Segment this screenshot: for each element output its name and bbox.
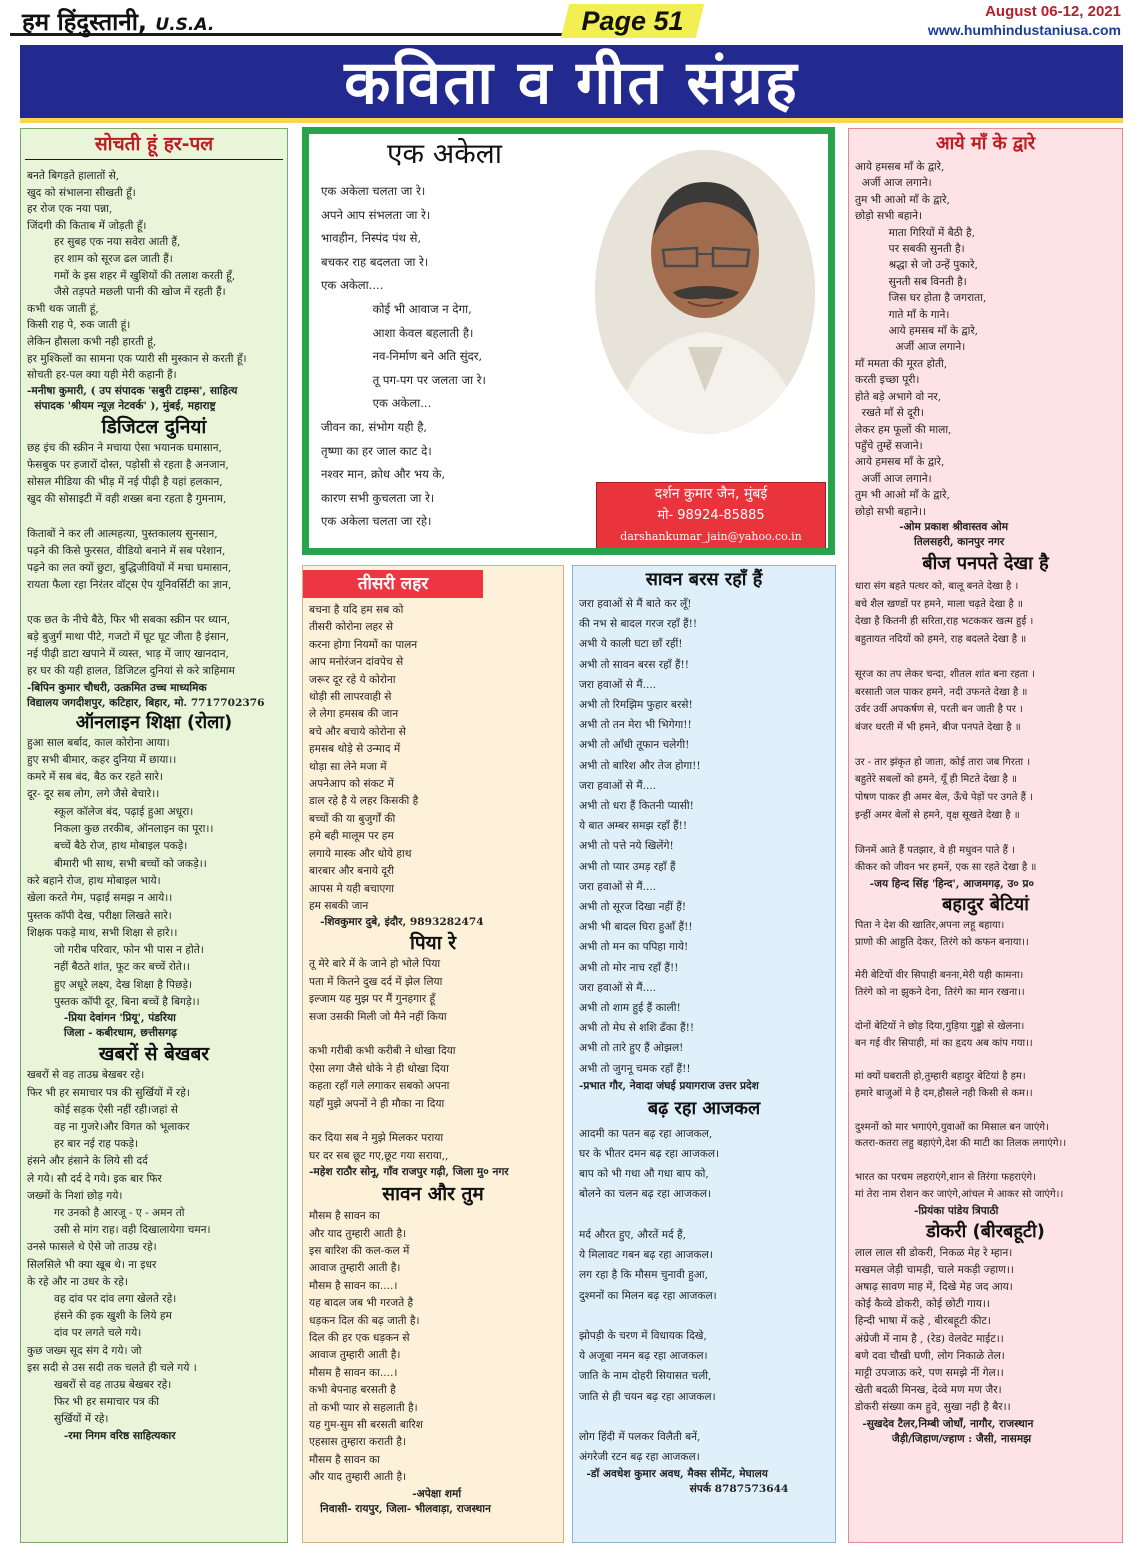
poem-author: -प्रभात गौर, नेवादा जंघई प्रयागराज उत्तर प्रदेश bbox=[579, 1079, 759, 1092]
poem-title: डिजिटल दुनियां bbox=[101, 415, 207, 438]
poem-body: पिता ने देश की खातिर,अपना लहू बहाया। प्राणो की आहुति देकर, तिरंगे को कफन बनाया।। मेरी बेटियों वीर सिपाही बनना,मेरी यही कामना। तिरंगे को ना झुकने देना, तिरंगे का मान रखना।। दोनों बेटियों ने छोड़ दिया,गुड़िया गुड्डो से खेलना। बन गई वीर सिपाही, मां का हृदय अब कांप गया।। मां क्यों घबराती हो,तुम्हारी बहादुर बेटियां है हम। हमारे बाजुओं मे है दम,हौसले नही किसी से कम।। दुश्मनों को मार भगाएंगे,युवाओं का मिसाल बन जाएंगे। कतरा-कतरा लहु बहाएंगे,देश की माटी का तिलक लगाएंगे।। भारत का परचम लहराएंगे,शान से तिरंगा फहराएंगे। मां तेरा नाम रोशन कर जाएंगे,आंचल मे आकर सो जाएंगे।। bbox=[855, 920, 1067, 1200]
poem-author: -रमा निगम वरिष्ठ साहित्यकार bbox=[27, 1429, 176, 1442]
poem-body: लाल लाल सी डोकरी, निकळ मेह रे म्हान। मखमल जेड़ी चामड़ी, चाले मकड़ी ज्हाण।। अषाढ़ सावण माह में, दिखे मेह जद आय। कोई कैव्वे डोकरी, कोई छोटी गाय।। हिन्दी भाषा में कहे , बीरबहूटी कीट। अंग्रेजी में नाम है , (रेड) वेलवेट माईट।। बणे दवा चौखी घणी, लोग निकाळे तेल। माट्टी उपजाऊ करे, पण समझे नीं गेल।। खेती बदळी मिनख, देव्वे मण मण जैर। डोकरी संख्या कम हुवे, सुखा नही है बैर।। bbox=[855, 1246, 1014, 1414]
poem-title: सावन बरस रहाँ हैं bbox=[645, 569, 763, 590]
website-link[interactable]: www.humhindustaniusa.com bbox=[927, 22, 1121, 38]
section-banner bbox=[20, 45, 1123, 123]
poem-title: सोचती हूं हर-पल bbox=[94, 133, 214, 155]
poem-author: -शिवकुमार दुबे, इंदौर, 9893282474 bbox=[309, 916, 484, 929]
poem-body: छह इंच की स्क्रीन ने मचाया ऐसा भयानक घमासान, फेसबुक पर हजारों दोस्त, पड़ोसी से रहता है अनजान, सोसल मीडिया की भीड़ में नई पीढ़ी है यहां हलकान, खुद की सोसाइटी में वही शख्स बना रहता है गुमनाम, किताबों ने कर ली आत्महत्या, पुस्तकालय सुनसान, पढ़ने की किसे फुरसत, वीडियो बनाने में सब परेशान, पढ़ने का लत क्यों छुटा, बुद्धिजीवियों में मचा घमासान, रायता फैला रहा निरंतर वॉट्स ऐप यूनिवर्सिटी का ज्ञान, एक छत के नीचे बैठे, फिर भी सबका स्क्रीन पर ध्यान, बड़े बुजुर्ग माथा पीटे, गजटो में घूट घूट जीता है इंसान, नई पीढ़ी डाटा खपाने में व्यस्त, भाड़ में जाए खानदान, हर घर की यही हालत, डिजिटल दुनियां से करे त्राहिमाम bbox=[27, 441, 235, 678]
author-card bbox=[596, 482, 826, 554]
author-mobile: मो- 98924-85885 bbox=[657, 508, 765, 523]
poem-author: -प्रियंका पांडेय त्रिपाठी bbox=[855, 1204, 999, 1217]
banner-title: कविता व गीत संग्रह bbox=[344, 48, 799, 118]
poem-body: आदमी का पतन बढ़ रहा आजकल, घर के भीतर दमन बढ़ रहा आजकल। बाप को भी गधा औ गधा बाप को, बोलने का चलन बढ़ रहा आजकल। मर्द औरत हुए, औरतें मर्द हैं, ये मिलावट गबन बढ़ रहा आजकल। लग रहा है कि मौसम चुनावी हुआ, दुश्मनों का मिलन बढ़ रहा आजकल। झोपड़ी के चरण में विधायक दिखे, ये अजूबा नमन बढ़ रहा आजकल। जाति के नाम दोहरी सियासत चली, जाति से ही चयन बढ़ रहा आजकल। लोग हिंदी में पलकर विलैती बनें, अंगरेजी रटन बढ़ रहा आजकल। bbox=[579, 1127, 720, 1464]
portrait-image bbox=[593, 142, 825, 472]
poem-author: -बिपिन कुमार चौधरी, उत्क्रमित उच्च माध्यमिक विद्यालय जगदीशपुर, कटिहार, बिहार, मो. 7717702376 bbox=[27, 681, 265, 709]
featured-poem-box bbox=[302, 127, 835, 555]
column-2 bbox=[302, 565, 564, 1543]
author-name: दर्शन कुमार जैन, मुंबई bbox=[654, 486, 768, 502]
poem-title: बहादुर बेटियां bbox=[942, 894, 1029, 916]
issue-date: August 06-12, 2021 bbox=[985, 3, 1121, 20]
poem-author: -जय हिन्द सिंह 'हिन्द', आजमगढ़, उ० प्र० bbox=[855, 878, 1035, 891]
page-header bbox=[0, 0, 1135, 46]
poem-body: खबरों से वह ताउम्र बेखबर रहे। फिर भी हर समाचार पत्र की सुर्खियों में रहे। कोई सड़क ऐसी नहीं रही।जहां से वह ना गुजरे।और विगत को भूलाकर हर बार नई राह पकड़े। हंसने और हंसाने के लिये सी दर्द ले गये। सौ दर्द दे गये। इक बार फिर जख्मों के निशां छोड़ गये। गर उनको है आरजू - ए - अमन तो उसी से मांग राह। वही दिखालायेगा चमन। उनसे फासले थे ऐसे जो ताउम्र रहे। सिलसिले भी क्या खूब थे। ना इधर के रहे और ना उधर के रहे। वह दांव पर दांव लगा खेलते रहे। हंसने की इक खुशी के लिये हम दांव पर लगते चले गये। कुछ जख्म सूद संग दे गये। जो इस सदी से उस सदी तक चलते ही चले गये । खबरों से वह ताउम्र बेखबर रहे। फिर भी हर समाचार पत्र की सुर्खियों में रहे। bbox=[27, 1069, 211, 1426]
poem-author: -सुखदेव टैलर,निम्बी जोधाँ, नागौर, राजस्थान जैड़ी/जिहाण/ज्हाण : जैसी, नासमझ bbox=[862, 1417, 1034, 1445]
poem-body: बचना है यदि हम सब को तीसरी कोरोना लहर से करना होगा नियमों का पालन आप मनोरंजन दांवपेच से जरूर दूर रहे ये कोरोना थोड़ी सी लापरवाही से ले लेगा हमसब की जान बचे और बचाये कोरोना से हमसब थोड़े से उन्माद में थोड़ा सा लेने मजा में अपनेआप को संकट में डाल रहे है ये लहर किसकी है बच्चों की या बुजुर्गों की हमे बही मालूम पर हम लगाये मास्क और धोये हाथ बारबार और बनाये दूरी आपस मे यही बचाएगा हम सबकी जान bbox=[309, 604, 419, 912]
poem-author: -अपेक्षा शर्मा निवासी- रायपुर, जिला- भीलवाड़ा, राजस्थान bbox=[320, 1487, 491, 1515]
poem-body: बनते बिगड़ते हालातों से, खुद को संभालना सीखती हूँ। हर रोज एक नया पन्ना, जिंदगी की किताब में जोड़ती हूँ। हर सुबह एक नया सवेरा आती हैं, हर शाम को सूरज ढल जाती हैं। गमों के इस शहर में खुशियों की तलाश करती हूँ, जैसे तड़पते मछली पानी की खोज में रहती हैं। कभी थक जाती हूं, किसी राह पे, रुक जाती हूं। लेकिन हौसला कभी नही हारती हूं, हर मुश्किलों का सामना एक प्यारी सी मुस्कान से करती हूँ। सोचती हर-पल क्या यही मेरी कहानी हैं। bbox=[27, 170, 247, 382]
poem-title: तीसरी लहर bbox=[303, 570, 483, 598]
page-number-badge: Page 51 bbox=[561, 4, 704, 38]
column-1 bbox=[20, 128, 288, 1543]
poem-author: -डॉ अवधेश कुमार अवध, मैक्स सीमेंट, मेघालय संपर्क 8787573644 bbox=[586, 1468, 789, 1496]
author-photo bbox=[593, 142, 825, 472]
poem-title: बढ़ रहा आजकल bbox=[647, 1097, 761, 1119]
poem-title: आये माँ के द्वारे bbox=[935, 133, 1036, 154]
poem-body: एक अकेला चलता जा रे। अपने आप संभलता जा रे। भावहीन, निस्पंद पंथ से, बचकर राह बदलता जा रे। एक अकेला.... कोई भी आवाज न देगा, आशा केवल बहलाती है। नव-निर्माण बने अति सुंदर, तू पग-पग पर जलता जा रे। एक अकेला... जीवन का, संभोग यही है, तृष्णा का हर जाल काट दे। नश्वर मान, क्रोध और भय के, कारण सभी कुचलता जा रे। एक अकेला चलता जा रहे। bbox=[321, 184, 486, 529]
poem-author: -मनीषा कुमारी, ( उप संपादक 'सबुरी टाइम्स', साहित्य संपादक 'श्रीयम न्यूज़ नेटवर्क' ), मुंबई, महाराष्ट्र bbox=[27, 384, 238, 412]
poem-body: तू मेरे बारे में के जाने हो भोले पिया पता में कितने दुख दर्द में झेल लिया इल्जाम यह मुझ पर मैं गुनहगार हूँ सजा उसकी मिली जो मैने नहीं किया कभी गरीबी कभी करीबी ने धोखा दिया ऐसा लगा जैसे धोके ने ही धोखा दिया कहता रहाँ गले लगाकर सबको अपना यहाँ मुझे अपनों ने ही मौका ना दिया कर दिया सब ने मुझे मिलकर पराया घर दर सब छूट गए,छूट गया सराया,, bbox=[309, 958, 456, 1162]
poem-title: खबरों से बेखबर bbox=[98, 1043, 210, 1066]
poem-title: ऑनलाइन शिक्षा (रोला) bbox=[75, 711, 233, 733]
poem-author: -प्रिया देवांगन 'प्रियू', पंडरिया जिला - कबीरधाम, छत्तीसगढ़ bbox=[63, 1012, 177, 1040]
column-4 bbox=[848, 128, 1123, 1543]
poem-body: मौसम है सावन का और याद तुम्हारी आती है। इस बारिश की कल-कल में आवाज तुम्हारी आती है। मौसम है सावन का....। यह बादल जब भी गरजते है धड़कन दिल की बढ़ जाती है। दिल की हर एक धड़कन से आवाज तुम्हारी आती है। मौसम है सावन का....। कभी बेपनाह बरसती है तो कभी प्यार से सहलाती है। यह गुम-सुम सी बरसती बारिश एहसास तुम्हारा कराती है। मौसम है सावन का और याद तुम्हारी आती है। bbox=[309, 1210, 423, 1484]
poem-body: आये हमसब माँ के द्वारे, अर्जी आज लगाने। तुम भी आओ माँ के द्वारे, छोड़ो सभी बहाने। माता गिरियों में बैठी है, पर सबकी सुनती है। श्रद्धा से जो उन्हें पुकारे, सुनती सब विनती है। जिस घर होता है जगराता, गाते माँ के गाने। आये हमसब माँ के द्वारे, अर्जी आज लगाने। माँ ममता की मूरत होती, करती इच्छा पूरी। होते बड़े अभागे वो नर, रखते माँ से दूरी। लेकर हम फूलों की माला, पहुँचे तुम्हें सजाने। आये हमसब माँ के द्वारे, अर्जी आज लगाने। तुम भी आओ माँ के द्वारे, छोड़ो सभी बहाने।। bbox=[855, 161, 987, 518]
featured-title-bar bbox=[309, 134, 579, 172]
column-3 bbox=[572, 565, 836, 1543]
featured-title: एक अकेला bbox=[387, 137, 503, 170]
masthead bbox=[10, 2, 565, 36]
poem-author: -ओम प्रकाश श्रीवास्तव ओम तिलसहरी, कानपुर नगर bbox=[899, 520, 1009, 548]
poem-body: जरा हवाओं से मैं बाते कर लूँ! की नभ से बादल गरज रहाँ हैं!! अभी ये काली घटा छाँ रहीं! अभी तो सावन बरस रहाँ हैं!! जरा हवाओं से मैं.... अभी तो रिमझिम फुहार बरसे! अभी तो तन मेरा भी भिगेगा!! अभी तो आँधी तूफान चलेगी! अभी तो बारिश और तेज होगा!! जरा हवाओं से मैं.... अभी तो धरा हैं कितनी प्यासी! ये बात अम्बर समझ रहाँ हैं!! अभी तो पत्ते नये खिलेंगे! अभी तो प्यार उमड़ रहाँ हैं जरा हवाओं से मैं.... अभी तो सूरज दिखा नहीं हैं! अभी भी बादल घिरा हुआँ हैं!! अभी तो मन का पपिहा गाये! अभी तो मोर नाच रहाँ हैं!! जरा हवाओं से मैं.... अभी तो शाम हुई हैं काली! अभी तो मेघ से शशि ढँका हैं!! अभी तो तारे हुए हैं ओझल! अभी तो जुगनू चमक रहाँ हैं!! bbox=[579, 598, 701, 1075]
poem-title: बीज पनपते देखा है bbox=[922, 552, 1049, 574]
poem-title: पिया रे bbox=[409, 932, 457, 955]
poem-body: धारा संग बहते पत्थर को, बालू बनते देखा है । बचे शैल खण्डों पर हमने, माला चढ़ते देखा है ॥ देखा है कितनी ही सरिता,राह भटककर खत्म हुई । बहुतायत नदियों को हमने, राह बदलते देखा है ॥ सूरज का तप लेकर चन्दा, शीतल शांत बना रहता । बरसाती जल पाकर हमने, नदी उफनते देखा है ॥ उर्वर उर्वी अपकर्षण से, परती बन जाती है पर । बंजर धरती में भी हमने, बीज पनपते देखा है ॥ उर - तार झंकृत हो जाता, कोई तारा जब गिरता । बहुतेरे सबलों को हमने, यूँ ही मिटते देखा है ॥ पोषण पाकर ही अमर बेल, ऊँचे पेड़ों पर उगते हैं । इन्हीं अमर बेलों से हमने, वृक्ष सूखते देखा है ॥ जिनमें आते हैं पतझार, वे ही मधुवन पाते हैं । कीकर को जीवन भर हमनें, एक सा रहते देखा है ॥ bbox=[855, 580, 1037, 874]
poem-body: हुआ साल बर्बाद, काल कोरोना आया। हुए सभी बीमार, कहर दुनिया में छाया।। कमरे में सब बंद, बैठ कर रहते सारे। दूर- दूर सब लोग, लगे जैसे बेचारे।। स्कूल कॉलेज बंद, पढ़ाई हुआ अधूरा। निकला कुछ तरकीब, ऑनलाइन का पूरा।। बच्चें बैठे रोज, हाथ मोबाइल पकड़े। बीमारी भी साथ, सभी बच्चों को जकड़े।। करे बहाने रोज, हाथ मोबाइल भाये। खेला करते गेम, पढ़ाई समझ न आये।। पुस्तक कॉपी देख, परीक्षा लिखते सारे। शिक्षक पकड़े माथ, सभी शिक्षा से हारे।। जो गरीब परिवार, फोन भी पास न होते। नहीं बैठते शांत, फूट कर बच्चें रोते।। हुए अधूरे लक्ष्य, देख शिक्षा है पिछड़े। पुस्तक कॉपी दूर, बिना बच्चें है बिगड़े।। bbox=[27, 736, 214, 1009]
poem-title: डोकरी (बीरबहूटी) bbox=[926, 1220, 1045, 1242]
poem-author: -महेश राठौर सोनू, गाँव राजपुर गढ़ी, जिला मु० नगर bbox=[309, 1166, 509, 1179]
masthead-title: हम हिंदुस्तानी, U.S.A. bbox=[22, 8, 215, 36]
poem-title: सावन और तुम bbox=[382, 1183, 484, 1206]
author-email[interactable]: darshankumar_jain@yahoo.co.in bbox=[620, 530, 802, 543]
